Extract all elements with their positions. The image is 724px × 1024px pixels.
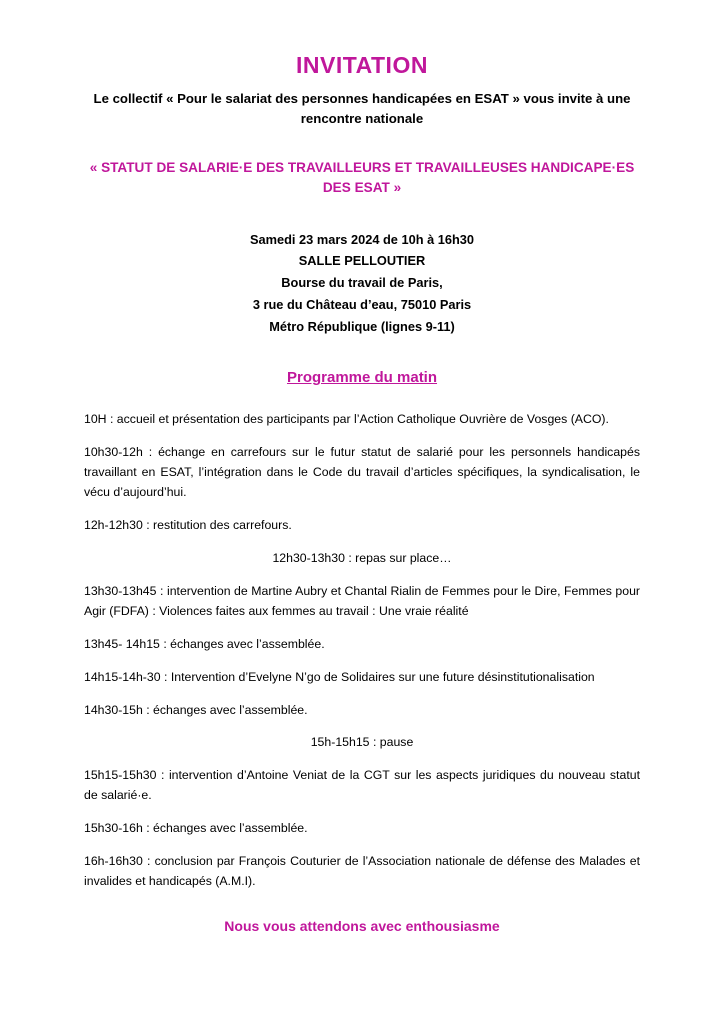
programme-item: 14h30-15h : échanges avec l’assemblée. <box>84 702 308 717</box>
event-detail-line: SALLE PELLOUTIER <box>298 253 426 269</box>
programme-item: 15h30-16h : échanges avec l’assemblée. <box>84 821 308 836</box>
page-title: INVITATION <box>296 52 428 78</box>
programme-item: 15h-15h15 : pause <box>310 735 414 750</box>
event-detail-line: 3 rue du Château d’eau, 75010 Paris <box>252 296 472 312</box>
event-detail-line: Métro République (lignes 9-11) <box>269 318 455 334</box>
invitation-subtitle: Le collectif « Pour le salariat des personnes handicapées en ESAT » vous invite à une rencontre nationale <box>93 91 631 127</box>
programme-item: 12h30-13h30 : repas sur place… <box>272 550 452 565</box>
closing-message: Nous vous attendons avec enthousiasme <box>224 917 500 934</box>
programme-item: 12h-12h30 : restitution des carrefours. <box>84 518 292 533</box>
event-details <box>84 229 640 338</box>
programme-heading: Programme du matin <box>286 369 438 387</box>
programme-item: 10h30-12h : échange en carrefours sur le futur statut de salarié pour les personnels handicapés travaillant en ESAT, l’intégration dans le Code du travail d’articles spécifiques, la syndicalisation, le vécu d’aujourd’hui. <box>84 445 640 500</box>
programme-item: 13h30-13h45 : intervention de Martine Aubry et Chantal Rialin de Femmes pour le Dire, Femmes pour Agir (FDFA) : Violences faites aux femmes au travail : Une vraie réalité <box>84 583 640 618</box>
event-theme: « STATUT DE SALARIE·E DES TRAVAILLEURS ET TRAVAILLEUSES HANDICAPE·ES DES ESAT » <box>89 159 635 196</box>
programme-item: 13h45- 14h15 : échanges avec l’assemblée. <box>84 636 325 651</box>
programme-list <box>84 410 640 891</box>
programme-item: 15h15-15h30 : intervention d’Antoine Veniat de la CGT sur les aspects juridiques du nouveau statut de salarié·e. <box>84 768 640 803</box>
programme-item: 16h-16h30 : conclusion par François Couturier de l’Association nationale de défense des Malades et invalides et handicapés (A.M.I). <box>84 854 640 888</box>
event-detail-line: Bourse du travail de Paris, <box>281 275 443 291</box>
programme-item: 10H : accueil et présentation des participants par l’Action Catholique Ouvrière de Vosges (ACO). <box>84 412 609 427</box>
programme-item: 14h15-14h-30 : Intervention d’Evelyne N’go de Solidaires sur une future désinstitutionalisation <box>84 669 595 684</box>
event-detail-line: Samedi 23 mars 2024 de 10h à 16h30 <box>249 231 475 247</box>
